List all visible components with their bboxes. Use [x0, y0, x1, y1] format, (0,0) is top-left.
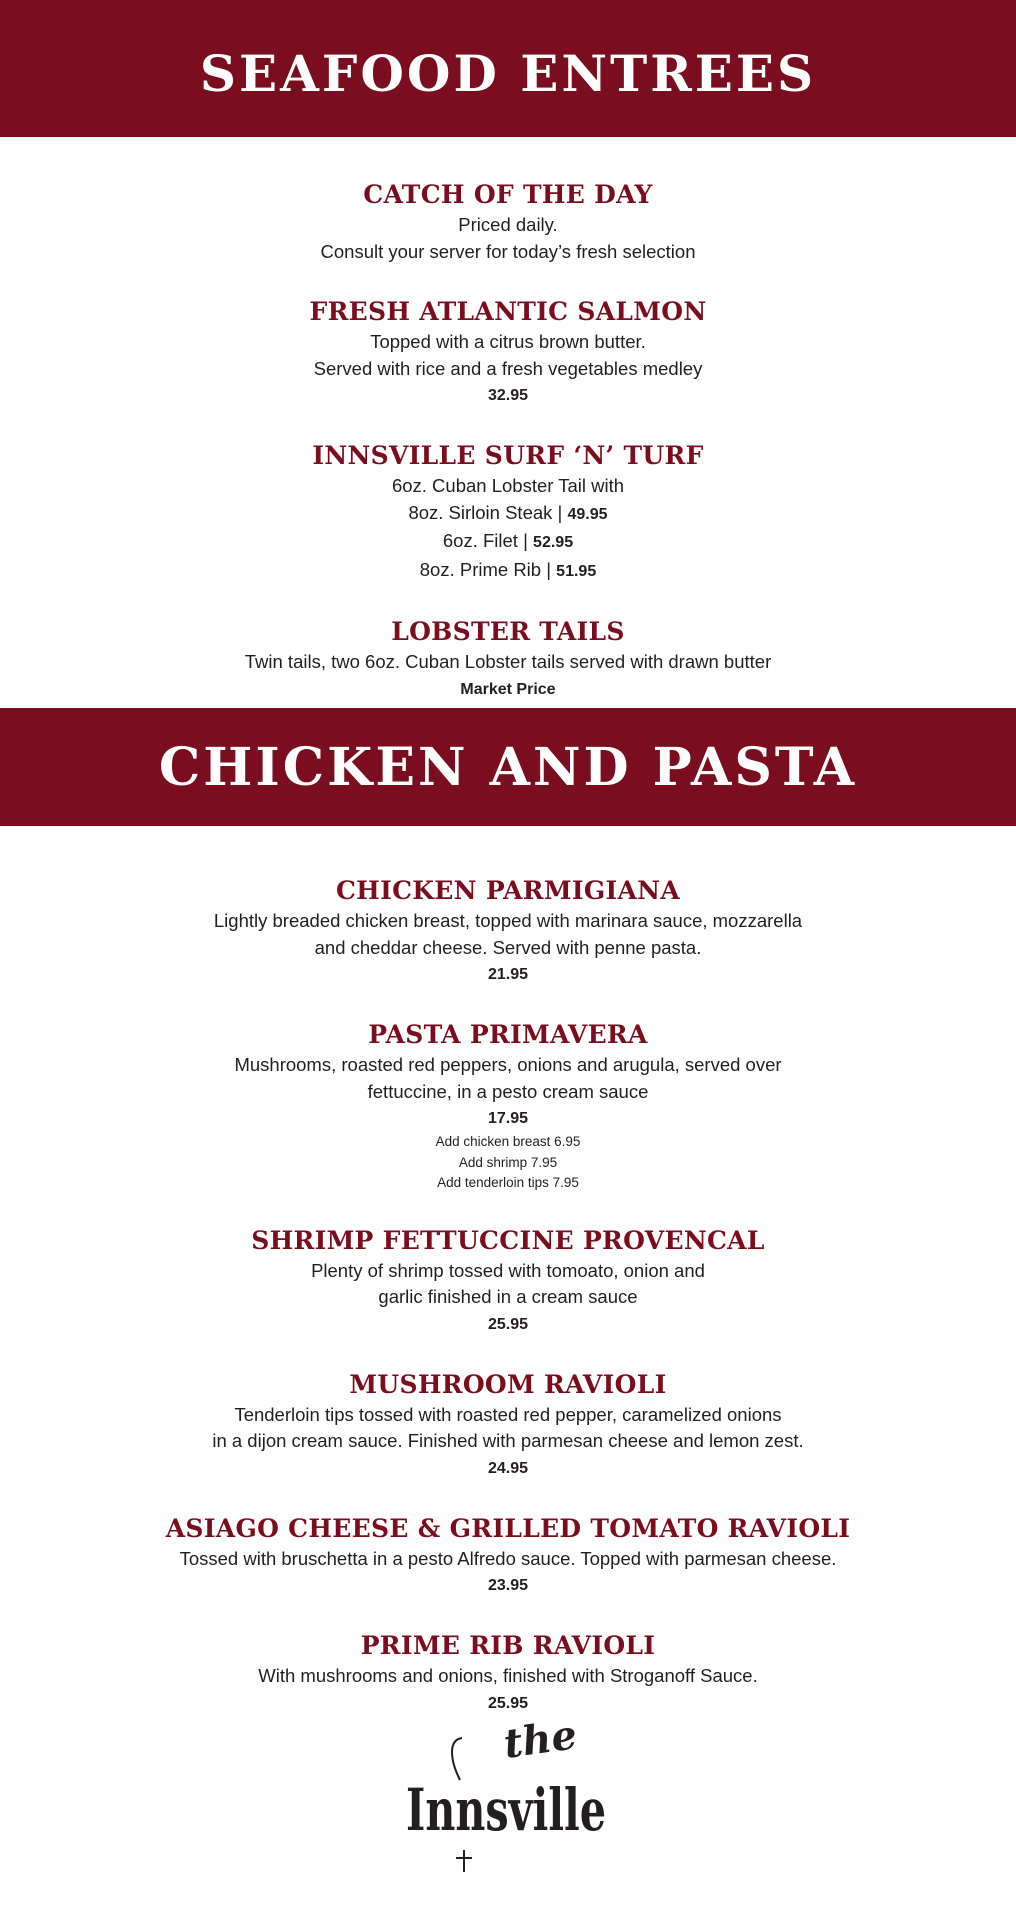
- item-description: and cheddar cheese. Served with penne pasta.: [314, 936, 702, 958]
- item-description: 6oz. Cuban Lobster Tail with: [391, 475, 625, 496]
- chicken-pasta-heading: CHICKEN AND PASTA: [0, 708, 1016, 826]
- item-addon: Add tenderloin tips 7.95: [437, 1175, 579, 1190]
- item-description: Lightly breaded chicken breast, topped with marinara sauce, mozzarella: [213, 910, 803, 931]
- item-price: 24.95: [487, 1459, 529, 1477]
- item-description: Topped with a citrus brown butter.: [370, 331, 646, 352]
- seafood-section: [0, 178, 1016, 733]
- item-price: 17.95: [487, 1110, 529, 1127]
- item-description: Served with rice and a fresh vegetables medley: [313, 357, 703, 379]
- menu-item: [0, 874, 1016, 988]
- item-description: in a dijon cream sauce. Finished with parmesan cheese and lemon zest.: [212, 1430, 804, 1451]
- item-description: With mushrooms and onions, finished with Stroganoff Sauce.: [258, 1665, 758, 1686]
- item-description: Plenty of shrimp tossed with tomoato, onion and: [311, 1259, 705, 1281]
- item-name: ASIAGO CHEESE & GRILLED TOMATO RAVIOLI: [165, 1513, 851, 1543]
- menu-item: [0, 1512, 1016, 1600]
- item-price: 32.95: [487, 387, 529, 404]
- seafood-heading: SEAFOOD ENTREES: [0, 0, 1016, 137]
- menu-item: [0, 439, 1016, 585]
- option-price: 49.95: [567, 505, 608, 523]
- item-name: PRIME RIB RAVIOLI: [360, 1631, 656, 1660]
- option-price: 51.95: [556, 562, 597, 580]
- menu-item: [0, 1018, 1016, 1194]
- item-option: [0, 500, 1016, 529]
- chicken-pasta-section: [0, 874, 1016, 1747]
- menu-item: [0, 615, 1016, 703]
- logo-name: Innsville: [406, 1776, 606, 1844]
- item-option: [0, 557, 1016, 586]
- option-label: 8oz. Sirloin Steak |: [408, 501, 568, 523]
- item-description: fettuccine, in a pesto cream sauce: [367, 1080, 649, 1102]
- item-description: Mushrooms, roasted red peppers, onions and arugula, served over: [234, 1054, 782, 1075]
- item-price: 21.95: [487, 966, 529, 983]
- item-description: Twin tails, two 6oz. Cuban Lobster tails served with drawn butter: [244, 651, 772, 672]
- option-label: 8oz. Prime Rib |: [419, 558, 557, 580]
- menu-item: [0, 178, 1016, 265]
- item-description: garlic finished in a cream sauce: [378, 1286, 638, 1307]
- item-description: Tossed with bruschetta in a pesto Alfredo sauce. Topped with parmesan cheese.: [179, 1547, 837, 1569]
- item-description: Tenderloin tips tossed with roasted red pepper, caramelized onions: [234, 1403, 782, 1425]
- logo-the: the: [500, 1711, 580, 1768]
- item-description: Priced daily.: [458, 214, 558, 235]
- item-price: 25.95: [487, 1694, 529, 1712]
- item-name: FRESH ATLANTIC SALMON: [309, 297, 707, 326]
- menu-item: [0, 1224, 1016, 1338]
- option-label: 6oz. Filet |: [442, 530, 534, 551]
- item-name: MUSHROOM RAVIOLI: [349, 1369, 667, 1399]
- item-addon: Add chicken breast 6.95: [435, 1134, 581, 1149]
- item-name: SHRIMP FETTUCCINE PROVENCAL: [251, 1225, 765, 1255]
- menu-item: [0, 1368, 1016, 1482]
- item-description: Consult your server for today’s fresh selection: [320, 240, 696, 262]
- option-price: 52.95: [533, 534, 574, 551]
- item-name: INNSVILLE SURF ‘N’ TURF: [312, 441, 704, 470]
- item-name: PASTA PRIMAVERA: [368, 1020, 648, 1049]
- item-price: 25.95: [487, 1315, 529, 1333]
- item-name: CATCH OF THE DAY: [363, 180, 653, 209]
- item-name: LOBSTER TAILS: [391, 617, 625, 646]
- item-option: [0, 528, 1016, 557]
- menu-item: [0, 295, 1016, 409]
- item-addon: Add shrimp 7.95: [458, 1154, 558, 1170]
- item-price: Market Price: [460, 680, 556, 698]
- item-price: 23.95: [487, 1577, 529, 1594]
- item-name: CHICKEN PARMIGIANA: [335, 876, 681, 905]
- innsville-logo-icon: [398, 1700, 618, 1860]
